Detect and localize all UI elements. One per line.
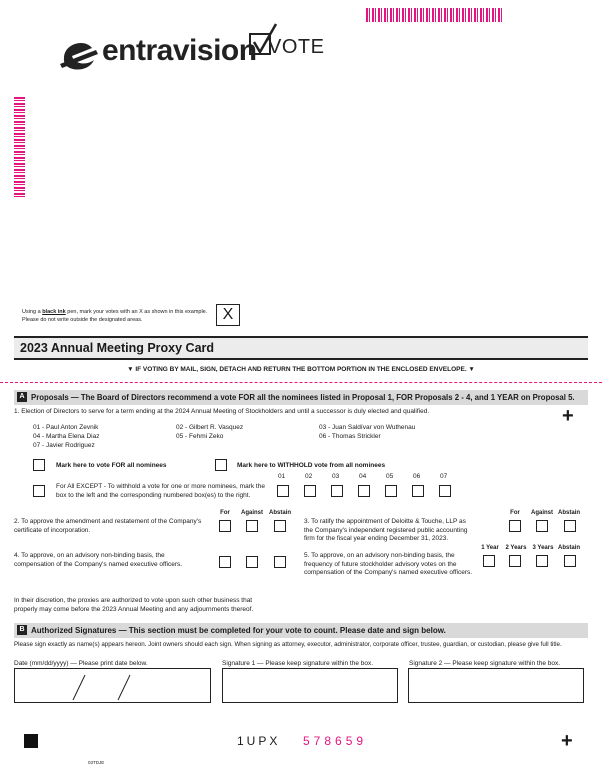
- signature-1-label: Signature 1 — Please keep signature within the box.: [222, 660, 374, 667]
- p5-1year-checkbox[interactable]: [483, 555, 495, 567]
- p2-against-checkbox[interactable]: [246, 520, 258, 532]
- p5-col-abstain: Abstain: [557, 545, 580, 551]
- nominee-05: 05 - Fehmi Zeko: [176, 433, 224, 440]
- withhold-all-checkbox[interactable]: [215, 459, 227, 471]
- signature-2-box[interactable]: [408, 668, 584, 703]
- proposal-1-text: 1. Election of Directors to serve for a term ending at the 2024 Annual Meeting of Stockholders and until a successor is duly elected and qualified.: [14, 408, 430, 415]
- p5-abstain-checkbox[interactable]: [564, 555, 576, 567]
- p2-col-against: Against: [240, 510, 263, 516]
- plus-mark-bottom: +: [561, 730, 573, 752]
- p5-col-2years: 2 Years: [505, 545, 527, 551]
- signature-note: Please sign exactly as name(s) appears hereon. Joint owners should each sign. When signing as attorney, executor, administrator, corporate officer, trustee, guardian, or custodian, please give full title.: [14, 641, 562, 648]
- footer-number: 578659: [303, 734, 368, 748]
- p5-3years-checkbox[interactable]: [536, 555, 548, 567]
- p2-for-checkbox[interactable]: [219, 520, 231, 532]
- example-mark-box: X: [216, 304, 240, 326]
- proposal-2-text: 2. To approve the amendment and restatement of the Company's certificate of incorporation.: [14, 518, 202, 534]
- vote-for-all-label: Mark here to vote FOR all nominees: [56, 462, 167, 469]
- withhold-all-label: Mark here to WITHHOLD vote from all nominees: [237, 462, 386, 469]
- nominee-01: 01 - Paul Anton Zevnik: [33, 424, 99, 431]
- except-nominee-checkbox[interactable]: [358, 485, 370, 497]
- except-nominee-checkbox[interactable]: [412, 485, 424, 497]
- discretion-text: In their discretion, the proxies are authorized to vote upon such other business that properly may come before the 2023 Annual Meeting and any adjournments thereof.: [14, 597, 254, 613]
- for-all-except-text: For All EXCEPT - To withhold a vote for one or more nominees, mark the box to the left and the corresponding numbered box(es) to the right.: [56, 483, 265, 499]
- p4-abstain-checkbox[interactable]: [274, 556, 286, 568]
- p2-abstain-checkbox[interactable]: [274, 520, 286, 532]
- detach-line: [0, 382, 602, 383]
- signature-1-box[interactable]: [222, 668, 398, 703]
- section-b-letter: B: [17, 625, 27, 635]
- except-nominee-checkbox[interactable]: [304, 485, 316, 497]
- proposal-3-text: 3. To ratify the appointment of Deloitte & Touche, LLP as the Company's independent registered public accounting firm for the fiscal year ending December 31, 2023.: [304, 518, 468, 542]
- except-nominee-checkbox[interactable]: [277, 485, 289, 497]
- vote-label: VOTE: [268, 36, 325, 58]
- except-number-label: 01: [278, 473, 286, 480]
- footer-code: 1UPX: [237, 734, 281, 748]
- proposal-5-text: 5. To approve, on an advisory non-binding basis, the frequency of future stockholder advisory votes on the compensation of the Company's named executive officers.: [304, 552, 473, 576]
- top-barcode: [366, 8, 502, 22]
- p5-col-3years: 3 Years: [532, 545, 554, 551]
- except-nominee-checkbox[interactable]: [439, 485, 451, 497]
- instructions: Using a black ink pen, mark your votes with an X as shown in this example. Please do not write outside the designated areas.: [22, 309, 208, 323]
- p3-for-checkbox[interactable]: [509, 520, 521, 532]
- nominee-07: 07 - Javier Rodriguez: [33, 442, 95, 449]
- except-number-label: 05: [386, 473, 394, 480]
- nominee-04: 04 - Martha Elena Diaz: [33, 433, 100, 440]
- section-a-letter: A: [17, 392, 27, 402]
- signature-2-label: Signature 2 — Please keep signature within the box.: [409, 660, 561, 667]
- for-all-except-checkbox[interactable]: [33, 485, 45, 497]
- date-slash-icon: [15, 669, 212, 704]
- except-nominee-checkbox[interactable]: [331, 485, 343, 497]
- p3-abstain-checkbox[interactable]: [564, 520, 576, 532]
- except-number-label: 02: [305, 473, 313, 480]
- p3-col-abstain: Abstain: [557, 510, 580, 516]
- except-number-label: 03: [332, 473, 340, 480]
- except-nominee-checkbox[interactable]: [385, 485, 397, 497]
- except-number-label: 04: [359, 473, 367, 480]
- date-input-box[interactable]: [14, 668, 211, 703]
- side-barcode: [14, 97, 25, 197]
- mail-note: ▼ IF VOTING BY MAIL, SIGN, DETACH AND RETURN THE BOTTOM PORTION IN THE ENCLOSED ENVELOPE. ▼: [127, 366, 475, 373]
- nominee-06: 06 - Thomas Strickler: [319, 433, 381, 440]
- p2-col-for: For: [220, 510, 230, 516]
- nominee-02: 02 - Gilbert R. Vasquez: [176, 424, 244, 431]
- footer-small-code: 03TDJE: [88, 760, 105, 765]
- p5-2years-checkbox[interactable]: [509, 555, 521, 567]
- vote-for-all-checkbox[interactable]: [33, 459, 45, 471]
- section-b-header: Authorized Signatures — This section must be completed for your vote to count. Please date and sign below.: [31, 626, 446, 635]
- card-title: 2023 Annual Meeting Proxy Card: [20, 341, 215, 355]
- plus-mark-top: +: [562, 405, 574, 427]
- p5-col-1year: 1 Year: [481, 545, 499, 551]
- p3-col-against: Against: [530, 510, 553, 516]
- p4-for-checkbox[interactable]: [219, 556, 231, 568]
- registration-mark: [24, 734, 38, 748]
- date-label: Date (mm/dd/yyyy) — Please print date below.: [14, 660, 148, 667]
- p3-col-for: For: [510, 510, 520, 516]
- except-number-label: 07: [440, 473, 448, 480]
- except-number-label: 06: [413, 473, 421, 480]
- nominee-03: 03 - Juan Saldívar von Wuthenau: [319, 424, 416, 431]
- proposal-4-text: 4. To approve, on an advisory non-binding basis, the compensation of the Company's named executive officers.: [14, 552, 183, 568]
- p3-against-checkbox[interactable]: [536, 520, 548, 532]
- entravision-logo-icon: [58, 34, 100, 74]
- p4-against-checkbox[interactable]: [246, 556, 258, 568]
- p2-col-abstain: Abstain: [268, 510, 291, 516]
- brand-name: entravision: [102, 34, 257, 67]
- section-a-header: Proposals — The Board of Directors recommend a vote FOR all the nominees listed in Proposal 1, FOR Proposals 2 - 4, and 1 YEAR on Proposal 5.: [31, 393, 575, 402]
